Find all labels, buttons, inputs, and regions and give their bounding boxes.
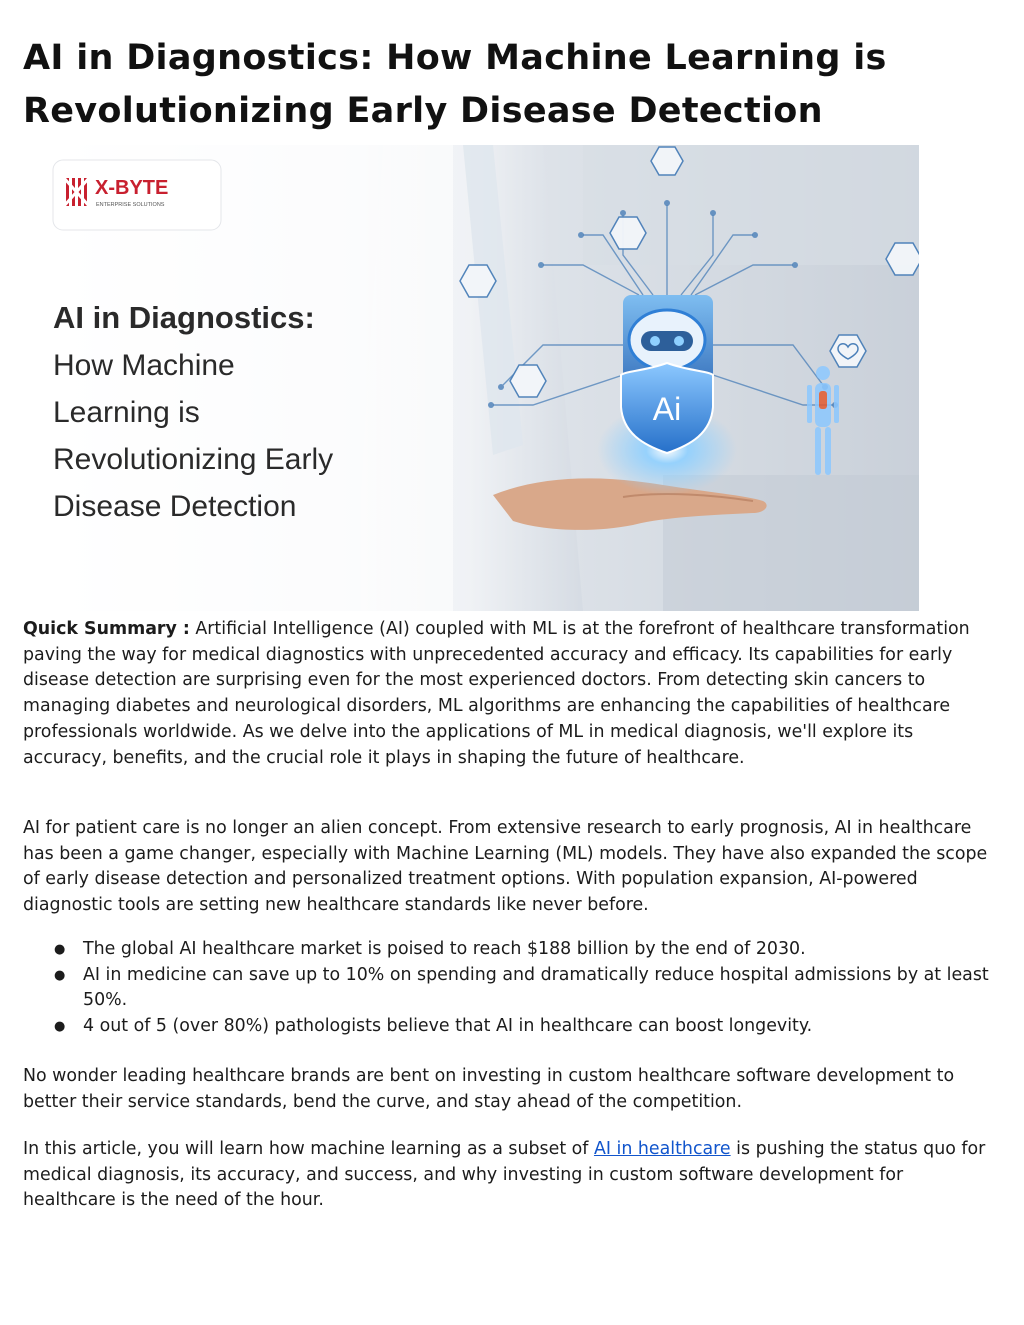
overview-text-after: is pushing the status quo for medical diagnosis, its accuracy, and success, and why investing in custom software development for healthcare is the need of the hour. xyxy=(23,1139,986,1211)
brand-name: X-BYTE xyxy=(95,177,169,199)
hero-heading-line-2: How Machine xyxy=(53,349,235,382)
hero-heading-line-3: Learning is xyxy=(53,396,200,429)
hero-heading-line-4: Revolutionizing Early xyxy=(53,443,334,476)
brand-tagline: ENTERPRISE SOLUTIONS xyxy=(96,202,165,208)
bullet-icon: ● xyxy=(54,967,66,983)
article-overview-paragraph xyxy=(23,1137,998,1214)
list-item xyxy=(23,963,998,1014)
list-item-text: AI in medicine can save up to 10% on spending and dramatically reduce hospital admissions by at least 50%. xyxy=(83,964,989,1011)
summary-text: Artificial Intelligence (AI) coupled with ML is at the forefront of healthcare transformation paving the way for medical diagnostics with unprecedented accuracy and efficacy. Its capabilities for early disease detection are surprising even for the most experienced doctors. From detecting skin cancers to managing diabetes and neurological disorders, ML algorithms are enhancing the capabilities of healthcare professionals worldwide. As we delve into the applications of ML in medical diagnosis, we'll explore its accuracy, benefits, and the crucial role it plays in shaping the future of healthcare. xyxy=(23,619,970,768)
summary-label: Quick Summary : xyxy=(23,619,190,639)
list-item xyxy=(23,937,998,963)
intro-paragraph: AI for patient care is no longer an alien concept. From extensive research to early prognosis, AI in healthcare has been a game changer, especially with Machine Learning (ML) models. They have also expanded the scope of early disease detection and personalized treatment options. With population expansion, AI-powered diagnostic tools are setting new healthcare standards like never before. xyxy=(23,818,988,916)
list-item-text: The global AI healthcare market is poised to reach $188 billion by the end of 2030. xyxy=(83,939,806,959)
list-item xyxy=(23,1014,998,1040)
overview-text-before: In this article, you will learn how machine learning as a subset of xyxy=(23,1139,594,1159)
hero-image xyxy=(23,145,919,611)
list-item-text: 4 out of 5 (over 80%) pathologists believe that AI in healthcare can boost longevity. xyxy=(83,1016,813,1037)
chip-label: Ai xyxy=(652,391,682,427)
hero-heading-line-5: Disease Detection xyxy=(53,490,297,523)
ai-in-healthcare-link[interactable]: AI in healthcare xyxy=(593,1139,731,1159)
bullet-icon: ● xyxy=(54,942,66,957)
article xyxy=(23,0,998,1211)
page-title: AI in Diagnostics: How Machine Learning is Revolutionizing Early Disease Detection xyxy=(23,38,887,131)
quick-summary xyxy=(23,617,998,771)
stats-list xyxy=(23,937,998,1040)
investment-paragraph: No wonder leading healthcare brands are bent on investing in custom healthcare software development to better their service standards, bend the curve, and stay ahead of the competition. xyxy=(23,1066,955,1112)
bullet-icon: ● xyxy=(54,1019,66,1035)
hero-heading-line-1: AI in Diagnostics: xyxy=(53,300,315,335)
